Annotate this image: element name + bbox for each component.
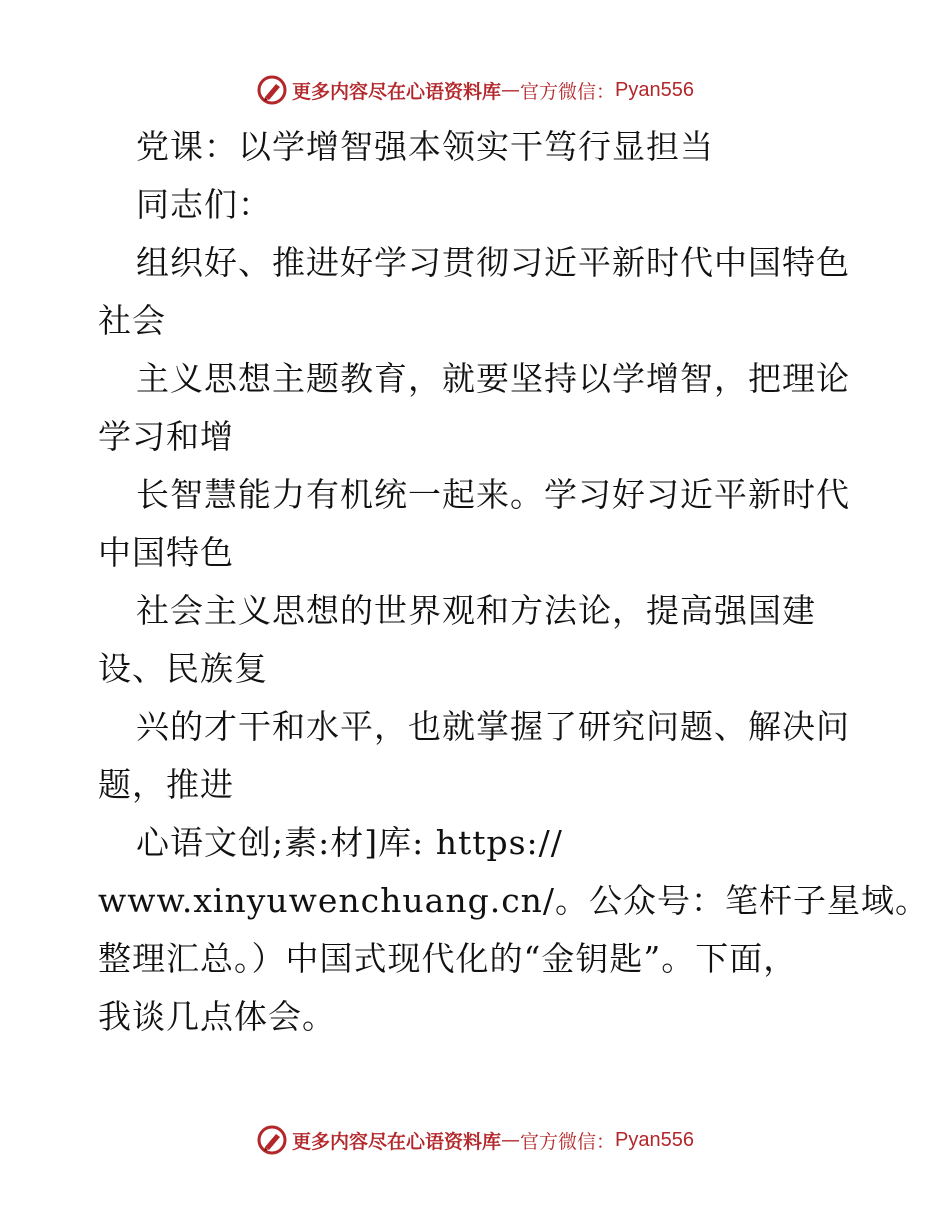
- watermark-contact-label: 官方微信：: [520, 1130, 616, 1153]
- header-watermark: [0, 70, 950, 110]
- text-line: 社会主义思想的世界观和方法论，提高强国建: [136, 591, 816, 630]
- text-line: 心语文创;素:材]库: https://: [136, 823, 563, 862]
- text-line: 长智慧能力有机统一起来。学习好习近平新时代: [136, 475, 850, 514]
- text-line: 学习和增: [98, 417, 234, 456]
- text-line: 兴的才干和水平，也就掌握了研究问题、解决问: [136, 707, 850, 746]
- text-line: 社会: [98, 301, 166, 340]
- watermark-contact-label: 官方微信：: [520, 80, 616, 103]
- red-pen-logo-icon: [256, 1124, 288, 1156]
- text-line: 同志们：: [136, 185, 272, 224]
- watermark-separator: —: [501, 1129, 521, 1151]
- watermark-brand: 更多内容尽在心语资料库: [292, 80, 502, 103]
- text-line: 主义思想主题教育，就要坚持以学增智，把理论: [136, 359, 850, 398]
- footer-watermark: [0, 1120, 950, 1160]
- document-title-line: 党课：以学增智强本领实干笃行显担当: [136, 127, 714, 166]
- watermark-wechat-id: Pyan556: [615, 1128, 694, 1151]
- watermark-wechat-id: Pyan556: [615, 78, 694, 101]
- text-line: 设、民族复: [98, 649, 268, 688]
- document-body: [98, 118, 930, 1046]
- text-line: 组织好、推进好学习贯彻习近平新时代中国特色: [136, 243, 850, 282]
- text-line: 我谈几点体会。: [98, 997, 336, 1036]
- red-pen-logo-icon: [256, 74, 288, 106]
- watermark-separator: —: [501, 79, 521, 101]
- text-line: www.xinyuwenchuang.cn/。公众号：笔杆子星域。: [98, 881, 930, 920]
- text-line: 整理汇总。）中国式现代化的“金钥匙”。下面，: [98, 939, 798, 978]
- text-line: 题，推进: [98, 765, 234, 804]
- text-line: 中国特色: [98, 533, 234, 572]
- watermark-brand: 更多内容尽在心语资料库: [292, 1130, 502, 1153]
